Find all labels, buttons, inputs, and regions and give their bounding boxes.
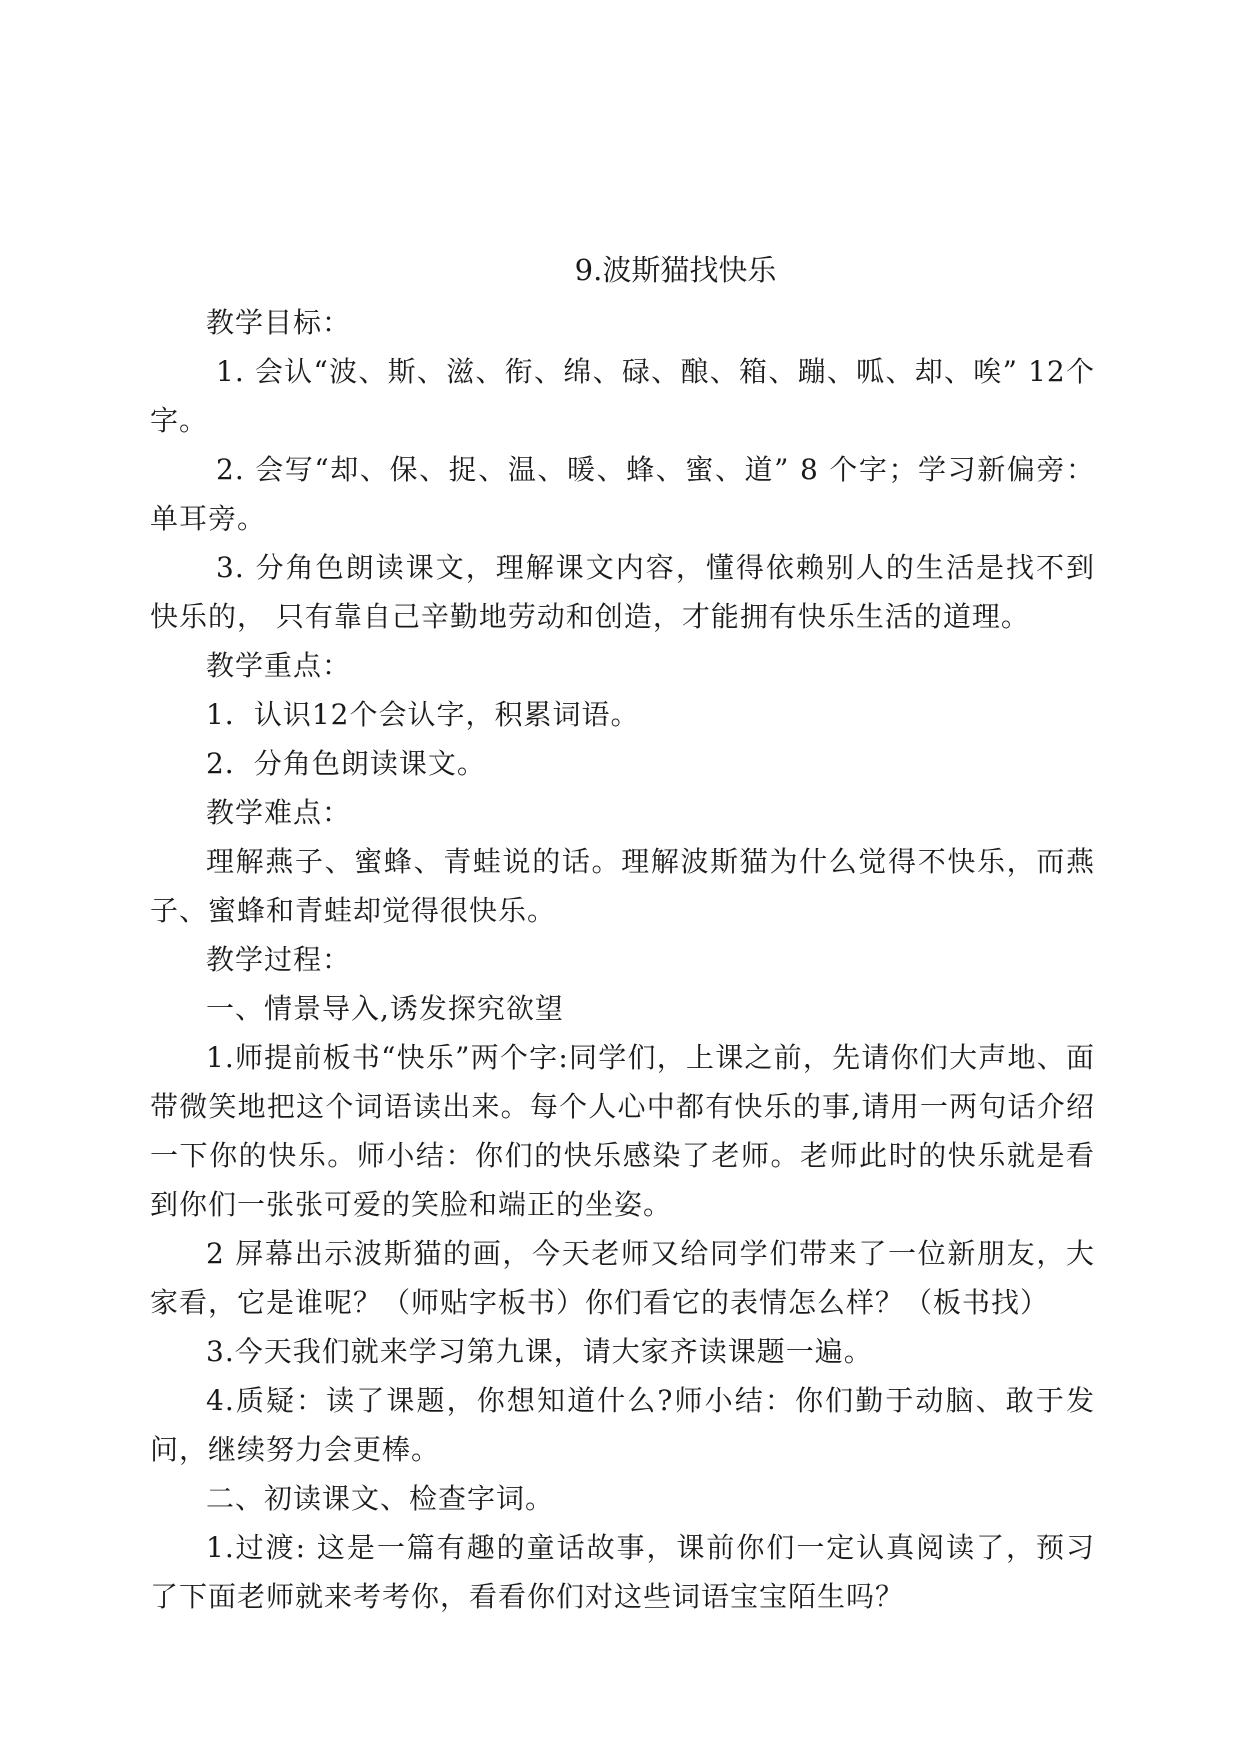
objective-1: 1. 会认“波、斯、滋、衔、绵、碌、酿、箱、蹦、呱、却、唉” 12个字。 [150, 355, 1095, 437]
difficulty-text: 理解燕子、蜜蜂、青蛙说的话。理解波斯猫为什么觉得不快乐，而燕子、蜜蜂和青蛙却觉得很快乐。 [150, 845, 1095, 927]
step-heading-1: 一、情景导入,诱发探究欲望 [206, 992, 564, 1025]
section-heading-process: 教学过程： [206, 943, 352, 976]
key-point-1: 1．认识12个会认字，积累词语。 [206, 698, 640, 731]
step-1-item-3: 3.今天我们就来学习第九课，请大家齐读课题一遍。 [206, 1335, 873, 1368]
step-heading-2: 二、初读课文、检查字词。 [206, 1482, 555, 1515]
section-heading-difficulties: 教学难点： [206, 796, 352, 829]
key-point-2: 2．分角色朗读课文。 [206, 747, 486, 780]
objective-3: 3. 分角色朗读课文，理解课文内容，懂得依赖别人的生活是找不到快乐的， 只有靠自己辛勤地劳动和创造，才能拥有快乐生活的道理。 [150, 551, 1095, 633]
step-1-item-2: 2 屏幕出示波斯猫的画，今天老师又给同学们带来了一位新朋友，大家看，它是谁呢？（师贴字板书）你们看它的表情怎么样？（板书找） [150, 1237, 1095, 1319]
step-1-item-4: 4.质疑：读了课题，你想知道什么?师小结：你们勤于动脑、敢于发问，继续努力会更棒。 [150, 1384, 1095, 1466]
document-body [150, 298, 1095, 1621]
objective-2: 2. 会写“却、保、捉、温、暖、蜂、蜜、道” 8 个字；学习新偏旁：单耳旁。 [150, 453, 1095, 535]
lesson-title: 9.波斯猫找快乐 [574, 253, 777, 287]
step-2-item-1: 1.过渡: 这是一篇有趣的童话故事，课前你们一定认真阅读了，预习了下面老师就来考考你，看看你们对这些词语宝宝陌生吗？ [150, 1531, 1095, 1613]
step-1-item-1: 1.师提前板书“快乐”两个字:同学们，上课之前，先请你们大声地、面带微笑地把这个词语读出来。每个人心中都有快乐的事,请用一两句话介绍一下你的快乐。师小结：你们的快乐感染了老师。老师此时的快乐就是看到你们一张张可爱的笑脸和端正的坐姿。 [150, 1041, 1095, 1221]
section-heading-key-points: 教学重点： [206, 649, 352, 682]
section-heading-objectives: 教学目标： [206, 306, 352, 339]
